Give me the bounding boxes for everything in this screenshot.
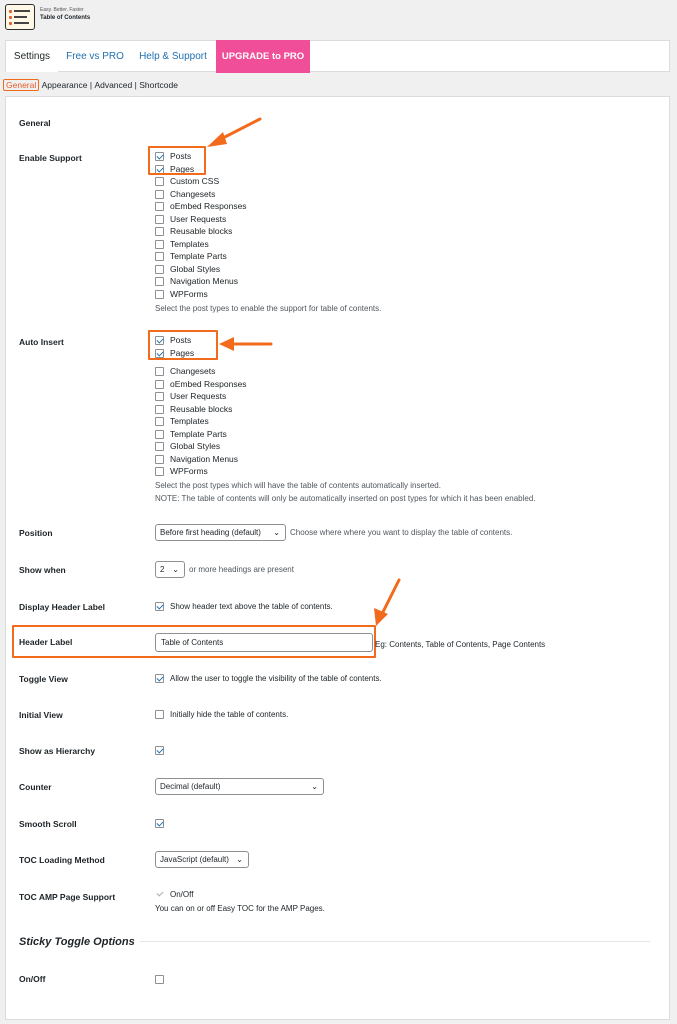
checkbox[interactable] xyxy=(155,405,164,414)
checkbox-label: WPForms xyxy=(170,466,208,476)
counter-select[interactable] xyxy=(155,778,324,795)
initial-view-checkbox[interactable] xyxy=(155,710,164,719)
toc-amp-description: You can on or off Easy TOC for the AMP Pages. xyxy=(155,904,325,913)
checkbox-label: User Requests xyxy=(170,213,227,224)
header-label-label: Header Label xyxy=(19,637,73,647)
initial-view-description: Initially hide the table of contents. xyxy=(170,710,289,719)
checkbox-label: Pages xyxy=(170,347,195,358)
display-header-label-description: Show header text above the table of contents. xyxy=(170,602,333,611)
display-header-label-checkbox[interactable] xyxy=(155,602,164,611)
checkbox[interactable] xyxy=(155,417,164,426)
annotation-arrow-icon xyxy=(205,116,265,152)
annotation-arrow-icon xyxy=(368,578,404,628)
section-title-general: General xyxy=(19,118,51,128)
checkbox[interactable] xyxy=(155,277,164,286)
checkbox[interactable] xyxy=(155,392,164,401)
show-when-select[interactable] xyxy=(155,561,185,578)
checkbox-label: Changesets xyxy=(170,366,216,376)
enable-support-label: Enable Support xyxy=(19,153,82,163)
main-tabs xyxy=(5,40,670,72)
annotation-arrow-icon xyxy=(218,336,274,352)
show-when-select-value: 2 xyxy=(160,565,165,574)
checkbox-label: Pages xyxy=(170,163,195,174)
initial-view-label: Initial View xyxy=(19,710,63,720)
divider xyxy=(140,941,650,942)
checkbox-label: Global Styles xyxy=(170,441,221,451)
toggle-view-description: Allow the user to toggle the visibility of the table of contents. xyxy=(170,674,382,683)
smooth-scroll-checkbox[interactable] xyxy=(155,819,164,828)
checkbox[interactable] xyxy=(155,467,164,476)
brand-tagline: Easy. Better. Faster xyxy=(40,7,84,13)
chevron-down-icon: ⌄ xyxy=(172,565,179,574)
auto-insert-label: Auto Insert xyxy=(19,337,64,347)
show-as-hierarchy-checkbox[interactable] xyxy=(155,746,164,755)
highlight-box xyxy=(148,330,218,360)
toggle-view-label: Toggle View xyxy=(19,674,68,684)
toggle-view-checkbox[interactable] xyxy=(155,674,164,683)
checkbox[interactable] xyxy=(155,290,164,299)
checkbox[interactable] xyxy=(155,265,164,274)
checkbox-label: Custom CSS xyxy=(170,176,220,186)
checkbox[interactable] xyxy=(155,227,164,236)
checkbox-label: oEmbed Responses xyxy=(170,201,247,211)
subnav-separator: | xyxy=(89,79,93,90)
counter-label: Counter xyxy=(19,782,52,792)
checkbox[interactable] xyxy=(155,367,164,376)
checkbox-label: WPForms xyxy=(170,288,208,299)
settings-subnav xyxy=(3,79,178,91)
show-when-label: Show when xyxy=(19,565,66,575)
enable-support-description: Select the post types to enable the support for table of contents. xyxy=(155,304,382,313)
toc-loading-method-select-value: JavaScript (default) xyxy=(160,855,229,864)
subnav-general[interactable]: General xyxy=(3,79,39,91)
checkbox-label: oEmbed Responses xyxy=(170,378,247,389)
toc-amp-label: TOC AMP Page Support xyxy=(19,892,116,902)
counter-select-value: Decimal (default) xyxy=(160,782,221,791)
checkbox-label: Reusable blocks xyxy=(170,226,233,236)
logo-bullet-icon xyxy=(9,10,12,13)
highlight-box xyxy=(148,146,206,175)
checkbox-label: Posts xyxy=(170,335,192,345)
display-header-label-label: Display Header Label xyxy=(19,602,105,612)
auto-insert-note: NOTE: The table of contents will only be automatically inserted on post types for which it has been enabled. xyxy=(155,494,536,503)
header-label-description: Eg: Contents, Table of Contents, Page Contents xyxy=(375,640,546,649)
checkbox[interactable] xyxy=(155,202,164,211)
checkbox[interactable] xyxy=(155,380,164,389)
checkbox[interactable] xyxy=(155,190,164,199)
subnav-separator: | xyxy=(134,79,137,90)
logo-bullet-icon xyxy=(9,16,12,19)
upgrade-to-pro-button[interactable]: UPGRADE to PRO xyxy=(216,40,310,73)
logo-line-icon xyxy=(14,22,29,24)
toc-loading-method-label: TOC Loading Method xyxy=(19,855,105,865)
checkbox[interactable] xyxy=(155,215,164,224)
logo-line-icon xyxy=(14,10,30,12)
checkbox[interactable] xyxy=(155,430,164,439)
checkbox-label: Navigation Menus xyxy=(170,276,239,286)
position-description: Choose where where you want to display the table of contents. xyxy=(290,528,513,537)
logo-line-icon xyxy=(14,16,27,18)
checkbox[interactable] xyxy=(155,442,164,451)
checkbox[interactable] xyxy=(155,240,164,249)
logo-bullet-icon xyxy=(9,22,12,25)
sticky-on-off-label: On/Off xyxy=(19,974,46,984)
checkbox[interactable] xyxy=(155,177,164,186)
tab-help-support[interactable]: Help & Support xyxy=(139,51,207,62)
settings-panel xyxy=(5,96,670,1020)
brand-name: Table of Contents xyxy=(40,15,91,21)
chevron-down-icon: ⌄ xyxy=(236,855,243,864)
checkbox-label: Navigation Menus xyxy=(170,453,239,464)
position-select[interactable] xyxy=(155,524,286,541)
checkbox-label: Templates xyxy=(170,416,209,426)
checkbox-label: Reusable blocks xyxy=(170,403,233,414)
checkbox-label: Template Parts xyxy=(170,251,227,261)
show-when-description: or more headings are present xyxy=(189,565,294,574)
checkbox[interactable] xyxy=(155,455,164,464)
position-label: Position xyxy=(19,528,53,538)
tab-free-vs-pro[interactable]: Free vs PRO xyxy=(66,51,124,62)
tab-settings[interactable]: Settings xyxy=(6,41,58,72)
checkbox-label: Template Parts xyxy=(170,428,227,439)
toc-amp-checkbox[interactable] xyxy=(155,889,164,898)
header-label-input[interactable]: Table of Contents xyxy=(155,633,373,652)
plugin-logo xyxy=(5,4,35,30)
toc-loading-method-select[interactable] xyxy=(155,851,249,868)
checkbox-label: Changesets xyxy=(170,188,216,199)
toc-amp-option: On/Off xyxy=(170,890,194,899)
checkbox-label: Templates xyxy=(170,238,209,249)
subnav-appearance[interactable]: Appearance xyxy=(41,79,88,90)
auto-insert-description: Select the post types which will have the table of contents automatically inserted. xyxy=(155,481,441,490)
show-as-hierarchy-label: Show as Hierarchy xyxy=(19,746,96,756)
smooth-scroll-label: Smooth Scroll xyxy=(19,819,77,829)
subnav-advanced[interactable]: Advanced xyxy=(94,79,133,90)
checkbox[interactable] xyxy=(155,252,164,261)
checkbox-label: Global Styles xyxy=(170,263,221,274)
chevron-down-icon: ⌄ xyxy=(311,782,318,791)
checkbox-label: Posts xyxy=(170,151,192,161)
checkbox-label: User Requests xyxy=(170,391,227,401)
chevron-down-icon: ⌄ xyxy=(273,528,280,537)
sticky-toggle-title: Sticky Toggle Options xyxy=(19,936,135,948)
subnav-shortcode[interactable]: Shortcode xyxy=(139,79,178,90)
sticky-on-off-checkbox[interactable] xyxy=(155,975,164,984)
position-select-value: Before first heading (default) xyxy=(160,528,261,537)
